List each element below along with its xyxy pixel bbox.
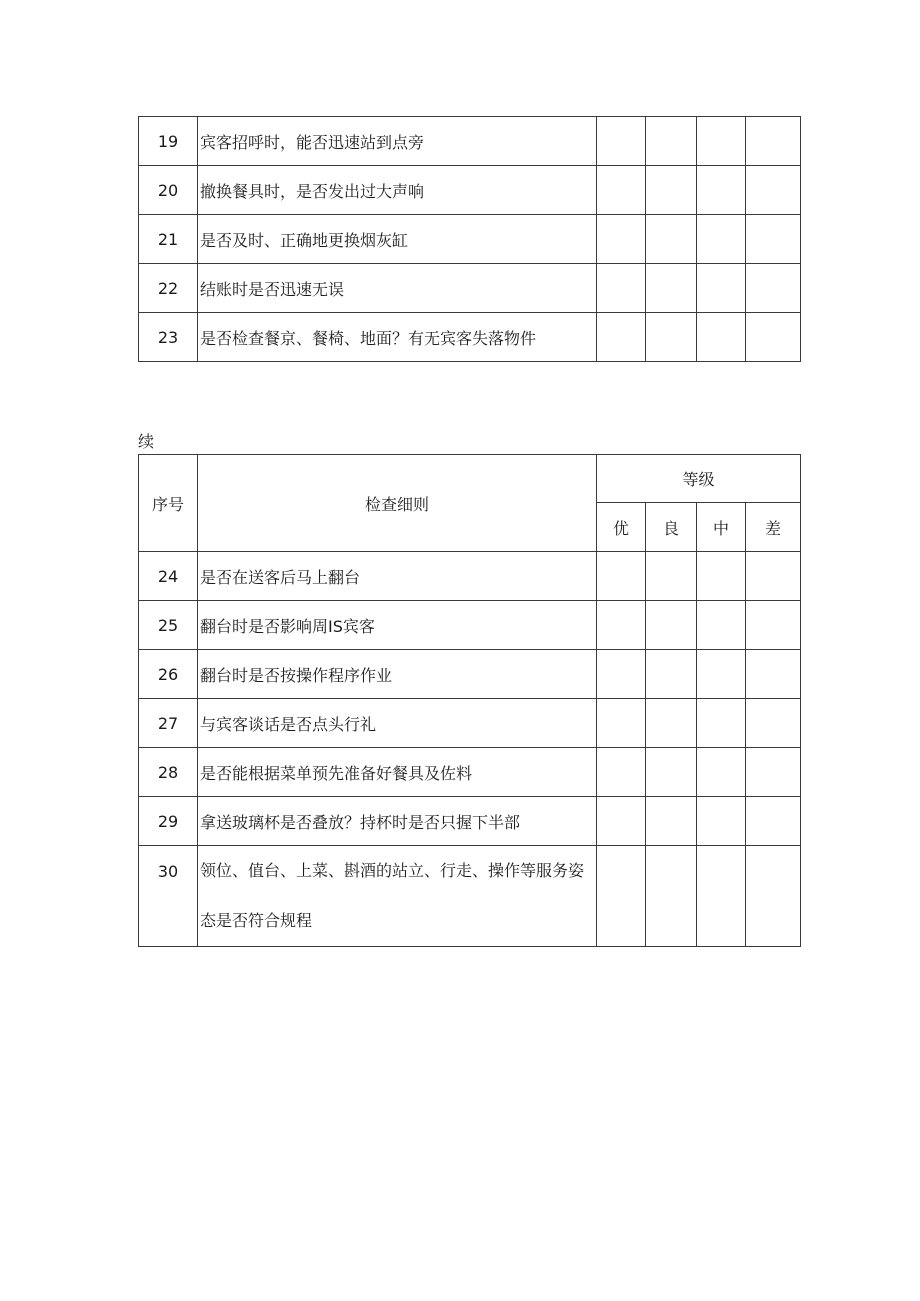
grade-cell-excellent[interactable]	[597, 601, 646, 650]
grade-cell-average[interactable]	[697, 699, 746, 748]
table-row	[139, 846, 801, 947]
row-criterion: 是否在送客后马上翻台	[198, 552, 597, 601]
table-header-row	[139, 455, 801, 503]
row-criterion: 翻台时是否影响周IS宾客	[198, 601, 597, 650]
table-row	[139, 117, 801, 166]
row-number: 19	[139, 117, 198, 166]
grade-cell-average[interactable]	[697, 264, 746, 313]
grade-cell-average[interactable]	[697, 797, 746, 846]
row-criterion: 结账时是否迅速无误	[198, 264, 597, 313]
grade-cell-poor[interactable]	[746, 552, 801, 601]
grade-cell-good[interactable]	[646, 748, 697, 797]
table-row	[139, 748, 801, 797]
grade-cell-poor[interactable]	[746, 846, 801, 947]
grade-cell-poor[interactable]	[746, 117, 801, 166]
row-number: 24	[139, 552, 198, 601]
row-criterion: 是否及时、正确地更换烟灰缸	[198, 215, 597, 264]
inspection-table-part2	[138, 454, 801, 947]
grade-cell-poor[interactable]	[746, 699, 801, 748]
row-criterion: 是否检查餐京、餐椅、地面？有无宾客失落物件	[198, 313, 597, 362]
row-criterion: 撤换餐具时，是否发出过大声响	[198, 166, 597, 215]
grade-cell-good[interactable]	[646, 264, 697, 313]
table-row	[139, 552, 801, 601]
table-row	[139, 264, 801, 313]
grade-cell-excellent[interactable]	[597, 846, 646, 947]
grade-cell-poor[interactable]	[746, 215, 801, 264]
table-row	[139, 699, 801, 748]
continued-label: 续	[138, 432, 155, 451]
grade-cell-average[interactable]	[697, 650, 746, 699]
row-number: 23	[139, 313, 198, 362]
grade-cell-average[interactable]	[697, 117, 746, 166]
grade-cell-average[interactable]	[697, 313, 746, 362]
header-grade: 等级	[597, 455, 801, 503]
grade-cell-good[interactable]	[646, 552, 697, 601]
grade-cell-poor[interactable]	[746, 264, 801, 313]
grade-cell-average[interactable]	[697, 601, 746, 650]
header-grade-average: 中	[697, 503, 746, 552]
grade-cell-poor[interactable]	[746, 601, 801, 650]
table-row	[139, 797, 801, 846]
grade-cell-excellent[interactable]	[597, 215, 646, 264]
grade-cell-average[interactable]	[697, 552, 746, 601]
grade-cell-good[interactable]	[646, 601, 697, 650]
table-row	[139, 650, 801, 699]
grade-cell-good[interactable]	[646, 166, 697, 215]
row-number: 20	[139, 166, 198, 215]
grade-cell-poor[interactable]	[746, 748, 801, 797]
header-grade-poor: 差	[746, 503, 801, 552]
table-row	[139, 313, 801, 362]
grade-cell-excellent[interactable]	[597, 166, 646, 215]
grade-cell-good[interactable]	[646, 117, 697, 166]
row-criterion: 宾客招呼时，能否迅速站到点旁	[198, 117, 597, 166]
grade-cell-excellent[interactable]	[597, 264, 646, 313]
row-number: 26	[139, 650, 198, 699]
row-criterion: 翻台时是否按操作程序作业	[198, 650, 597, 699]
inspection-table-part1	[138, 116, 801, 362]
grade-cell-excellent[interactable]	[597, 699, 646, 748]
table-row	[139, 601, 801, 650]
grade-cell-good[interactable]	[646, 313, 697, 362]
grade-cell-poor[interactable]	[746, 650, 801, 699]
grade-cell-poor[interactable]	[746, 797, 801, 846]
grade-cell-poor[interactable]	[746, 313, 801, 362]
header-number: 序号	[139, 455, 198, 552]
grade-cell-good[interactable]	[646, 846, 697, 947]
grade-cell-average[interactable]	[697, 215, 746, 264]
row-number: 25	[139, 601, 198, 650]
row-criterion: 领位、值台、上菜、斟酒的站立、行走、操作等服务姿态是否符合规程	[198, 846, 597, 947]
grade-cell-good[interactable]	[646, 215, 697, 264]
row-number: 27	[139, 699, 198, 748]
grade-cell-good[interactable]	[646, 650, 697, 699]
row-criterion: 与宾客谈话是否点头行礼	[198, 699, 597, 748]
row-number: 22	[139, 264, 198, 313]
grade-cell-excellent[interactable]	[597, 797, 646, 846]
header-criterion: 检查细则	[198, 455, 597, 552]
grade-cell-average[interactable]	[697, 748, 746, 797]
table-row	[139, 215, 801, 264]
grade-cell-poor[interactable]	[746, 166, 801, 215]
header-grade-good: 良	[646, 503, 697, 552]
row-number: 21	[139, 215, 198, 264]
grade-cell-excellent[interactable]	[597, 552, 646, 601]
grade-cell-average[interactable]	[697, 846, 746, 947]
grade-cell-excellent[interactable]	[597, 313, 646, 362]
table-row	[139, 166, 801, 215]
grade-cell-average[interactable]	[697, 166, 746, 215]
grade-cell-excellent[interactable]	[597, 748, 646, 797]
grade-cell-excellent[interactable]	[597, 650, 646, 699]
grade-cell-excellent[interactable]	[597, 117, 646, 166]
row-number: 28	[139, 748, 198, 797]
row-number: 30	[139, 846, 198, 947]
grade-cell-good[interactable]	[646, 699, 697, 748]
header-grade-excellent: 优	[597, 503, 646, 552]
row-criterion: 拿送玻璃杯是否叠放？持杯时是否只握下半部	[198, 797, 597, 846]
row-number: 29	[139, 797, 198, 846]
row-criterion: 是否能根据菜单预先准备好餐具及佐料	[198, 748, 597, 797]
grade-cell-good[interactable]	[646, 797, 697, 846]
